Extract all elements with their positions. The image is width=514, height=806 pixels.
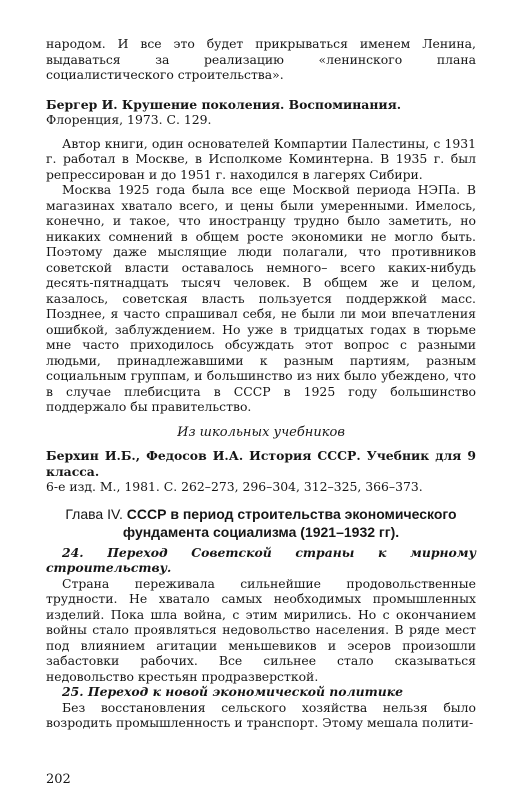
source-imprint-berger: Флоренция, 1973. С. 129. — [46, 112, 212, 127]
chapter-prefix: Глава IV. — [65, 505, 123, 522]
page-body — [46, 36, 476, 731]
section-heading-25: 25. Переход к новой экономической политике — [62, 684, 404, 699]
paragraph-moscow-1925: Москва 1925 года была все еще Москвой периода НЭПа. В магазинах хватало всего, и цены были умеренными. Имелось, конечно, и такое, что иностранцу трудно было заметить, но никаких сомнений в общем росте экономики не могло быть. Поэтому даже мыслящие люди полагали, что противников советской власти оставалось немного– всего каких-нибудь десять-пятнадцать тысяч человек. В общем же и целом, казалось, советская власть пользуется поддержкой масс. Позднее, я часто спрашивал себя, не были ли мои впечатления ошибкой, заблуждением. Но уже в тридцатых годах в тюрьме мне часто приходилось обсуждать этот вопрос с разными людьми, принадлежавшими к разным партиям, разным социальным группам, и большинство из них было убеждено, что в случае плебисцита в СССР в 1925 году большинство поддержало бы правительство. — [46, 182, 476, 414]
source-title-berkhin: Берхин И.Б., Федосов И.А. История СССР. Учебник для 9 класса. — [46, 448, 476, 479]
heading-school-textbooks: Из школьных учебников — [177, 424, 345, 440]
page-number: 202 — [46, 772, 71, 787]
chapter-title: СССР в период строительства экономического фундамента социализма (1921–1932 гг). — [122, 505, 457, 540]
source-title-berger: Бергер И. Крушение поколения. Воспоминания. — [46, 96, 402, 112]
paragraph-author-note: Автор книги, один основателей Компартии Палестины, с 1931 г. работал в Москве, в Исполкоме Коминтерна. В 1935 г. был репрессирован и до 1951 г. находился в лагерях Сибири. — [46, 135, 476, 182]
source-imprint-berkhin: 6-е изд. М., 1981. С. 262–273, 296–304, 312–325, 366–373. — [46, 479, 423, 494]
paragraph-section-25: Без восстановления сельского хозяйства нельзя было возродить промышленность и транспорт. Этому мешала полити- — [46, 699, 476, 730]
section-heading-24: 24. Переход Советской страны к мирному строительству. — [46, 544, 476, 575]
paragraph-intro: народом. И все это будет прикрываться именем Ленина, выдаваться за реализацию «ленинского плана социалистического строительства». — [46, 36, 476, 82]
paragraph-section-24: Страна переживала сильнейшие продовольственные трудности. Не хватало самых необходимых промышленных изделий. Пока шла война, с этим мирились. Но с окончанием войны стало проявляться недовольство населения. В ряде мест под влиянием агитации меньшевиков и эсеров произошли забастовки рабочих. Все сильнее стало сказываться недовольство крестьян продразверсткой. — [46, 575, 476, 684]
chapter-heading — [46, 505, 476, 541]
